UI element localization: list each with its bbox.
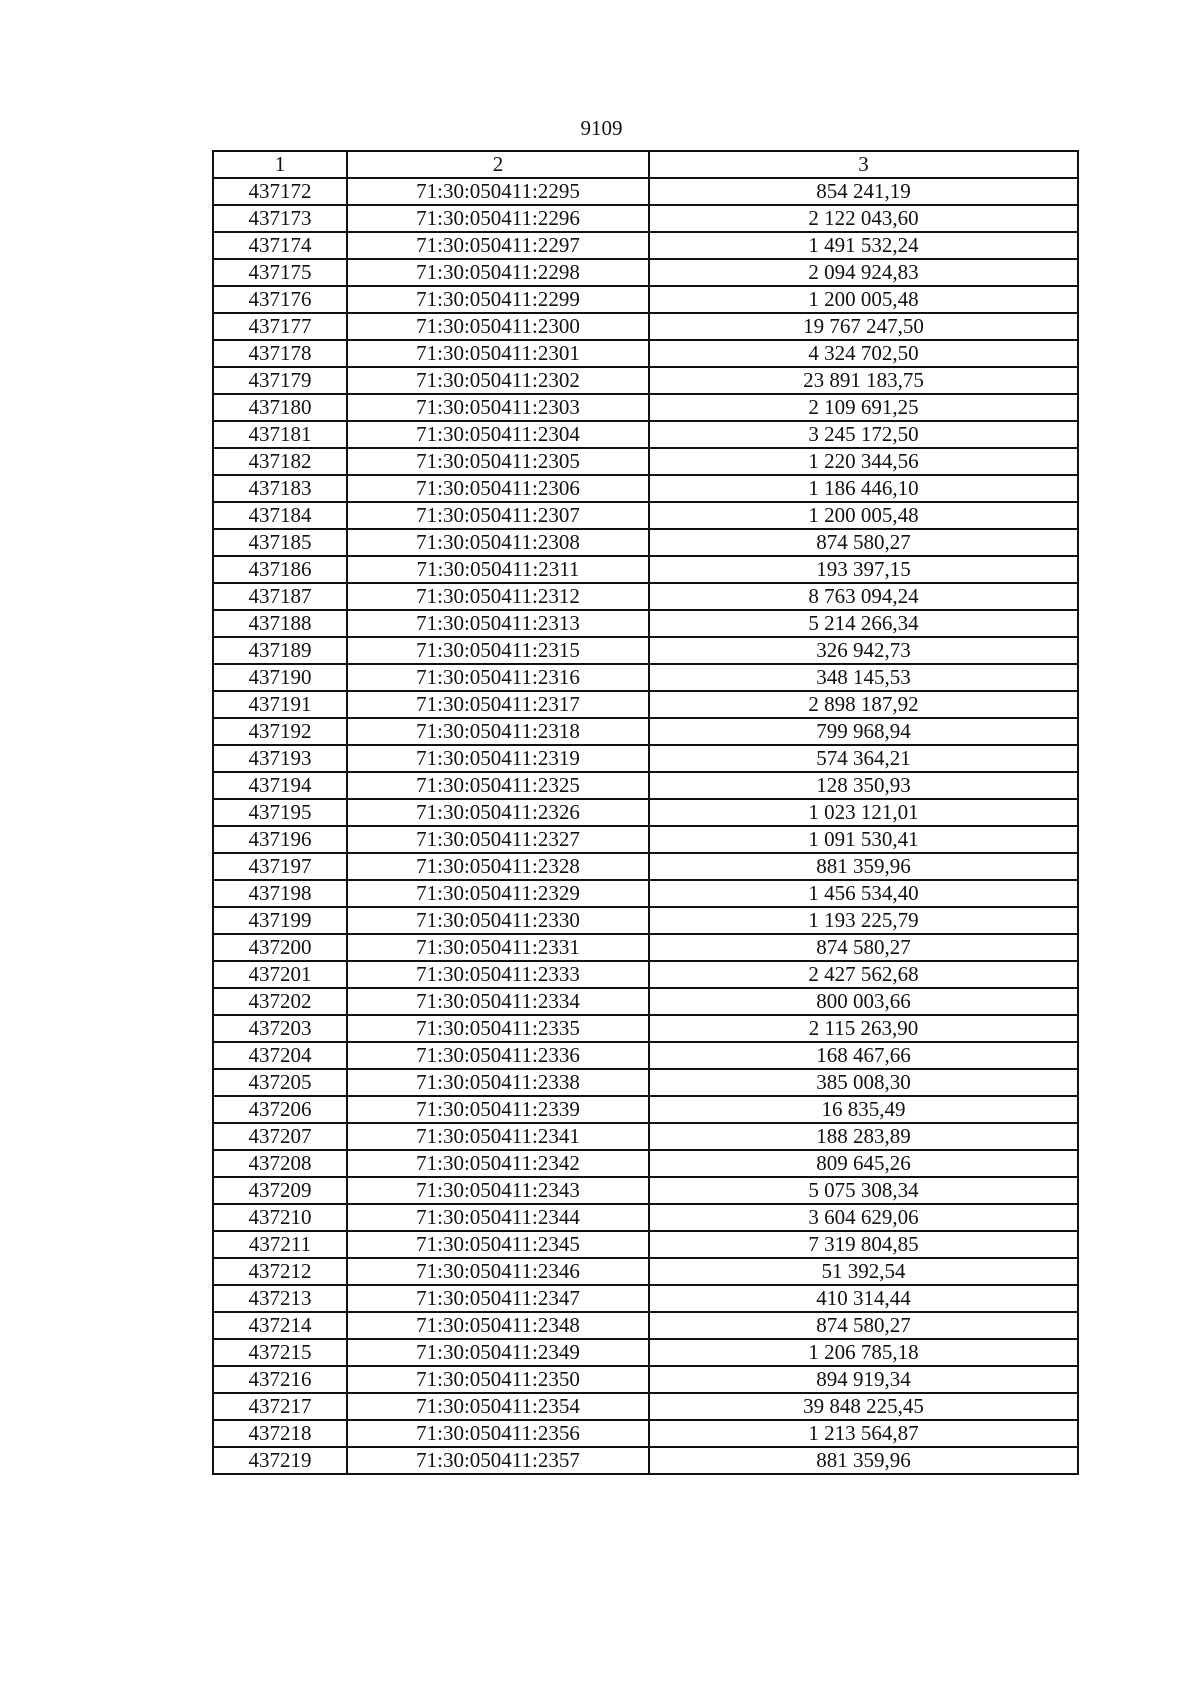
- table-row: [213, 691, 1078, 718]
- table-row: [213, 1420, 1078, 1447]
- table-row: [213, 1042, 1078, 1069]
- row-number-cell: 437193: [213, 745, 347, 772]
- table-row: [213, 1204, 1078, 1231]
- cadastral-value-cell: 881 359,96: [649, 853, 1078, 880]
- table-row: [213, 745, 1078, 772]
- row-number-cell: 437188: [213, 610, 347, 637]
- table-row: [213, 1258, 1078, 1285]
- cadastral-value-cell: 874 580,27: [649, 934, 1078, 961]
- cadastral-value-cell: 1 491 532,24: [649, 232, 1078, 259]
- column-header-1: 1: [213, 151, 347, 178]
- row-number-cell: 437180: [213, 394, 347, 421]
- cadastral-number-cell: 71:30:050411:2302: [347, 367, 649, 394]
- cadastral-value-cell: 2 094 924,83: [649, 259, 1078, 286]
- cadastral-value-cell: 1 220 344,56: [649, 448, 1078, 475]
- cadastral-number-cell: 71:30:050411:2333: [347, 961, 649, 988]
- cadastral-number-cell: 71:30:050411:2346: [347, 1258, 649, 1285]
- row-number-cell: 437199: [213, 907, 347, 934]
- cadastral-number-cell: 71:30:050411:2325: [347, 772, 649, 799]
- page-number: 9109: [580, 116, 623, 140]
- cadastral-number-cell: 71:30:050411:2311: [347, 556, 649, 583]
- cadastral-value-cell: 881 359,96: [649, 1447, 1078, 1474]
- row-number-cell: 437216: [213, 1366, 347, 1393]
- row-number-cell: 437217: [213, 1393, 347, 1420]
- cadastral-value-cell: 410 314,44: [649, 1285, 1078, 1312]
- cadastral-value-cell: 1 091 530,41: [649, 826, 1078, 853]
- table-row: [213, 880, 1078, 907]
- cadastral-value-cell: 348 145,53: [649, 664, 1078, 691]
- table-row: [213, 286, 1078, 313]
- cadastral-value-cell: 23 891 183,75: [649, 367, 1078, 394]
- row-number-cell: 437194: [213, 772, 347, 799]
- table-row: [213, 1123, 1078, 1150]
- row-number-cell: 437181: [213, 421, 347, 448]
- cadastral-number-cell: 71:30:050411:2341: [347, 1123, 649, 1150]
- table-row: [213, 421, 1078, 448]
- row-number-cell: 437182: [213, 448, 347, 475]
- cadastral-number-cell: 71:30:050411:2334: [347, 988, 649, 1015]
- row-number-cell: 437185: [213, 529, 347, 556]
- row-number-cell: 437215: [213, 1339, 347, 1366]
- row-number-cell: 437201: [213, 961, 347, 988]
- row-number-cell: 437210: [213, 1204, 347, 1231]
- cadastral-number-cell: 71:30:050411:2305: [347, 448, 649, 475]
- cadastral-value-cell: 1 193 225,79: [649, 907, 1078, 934]
- row-number-cell: 437212: [213, 1258, 347, 1285]
- cadastral-value-cell: 2 115 263,90: [649, 1015, 1078, 1042]
- cadastral-number-cell: 71:30:050411:2319: [347, 745, 649, 772]
- cadastral-number-cell: 71:30:050411:2301: [347, 340, 649, 367]
- row-number-cell: 437204: [213, 1042, 347, 1069]
- row-number-cell: 437203: [213, 1015, 347, 1042]
- row-number-cell: 437218: [213, 1420, 347, 1447]
- row-number-cell: 437172: [213, 178, 347, 205]
- row-number-cell: 437213: [213, 1285, 347, 1312]
- cadastral-number-cell: 71:30:050411:2308: [347, 529, 649, 556]
- cadastral-number-cell: 71:30:050411:2327: [347, 826, 649, 853]
- table-row: [213, 1312, 1078, 1339]
- cadastral-value-cell: 5 214 266,34: [649, 610, 1078, 637]
- cadastral-value-cell: 574 364,21: [649, 745, 1078, 772]
- cadastral-value-cell: 193 397,15: [649, 556, 1078, 583]
- table-row: [213, 259, 1078, 286]
- cadastral-value-cell: 874 580,27: [649, 529, 1078, 556]
- cadastral-value-cell: 385 008,30: [649, 1069, 1078, 1096]
- cadastral-number-cell: 71:30:050411:2348: [347, 1312, 649, 1339]
- cadastral-number-cell: 71:30:050411:2307: [347, 502, 649, 529]
- cadastral-value-cell: 894 919,34: [649, 1366, 1078, 1393]
- row-number-cell: 437179: [213, 367, 347, 394]
- cadastral-number-cell: 71:30:050411:2318: [347, 718, 649, 745]
- cadastral-number-cell: 71:30:050411:2343: [347, 1177, 649, 1204]
- table-row: [213, 664, 1078, 691]
- table-row: [213, 502, 1078, 529]
- cadastral-number-cell: 71:30:050411:2299: [347, 286, 649, 313]
- cadastral-value-cell: 799 968,94: [649, 718, 1078, 745]
- cadastral-number-cell: 71:30:050411:2357: [347, 1447, 649, 1474]
- cadastral-number-cell: 71:30:050411:2344: [347, 1204, 649, 1231]
- row-number-cell: 437198: [213, 880, 347, 907]
- cadastral-value-cell: 188 283,89: [649, 1123, 1078, 1150]
- row-number-cell: 437176: [213, 286, 347, 313]
- cadastral-value-cell: 2 427 562,68: [649, 961, 1078, 988]
- cadastral-number-cell: 71:30:050411:2312: [347, 583, 649, 610]
- cadastral-value-cell: 1 456 534,40: [649, 880, 1078, 907]
- row-number-cell: 437174: [213, 232, 347, 259]
- cadastral-number-cell: 71:30:050411:2306: [347, 475, 649, 502]
- cadastral-number-cell: 71:30:050411:2315: [347, 637, 649, 664]
- cadastral-number-cell: 71:30:050411:2336: [347, 1042, 649, 1069]
- row-number-cell: 437191: [213, 691, 347, 718]
- table-row: [213, 1015, 1078, 1042]
- cadastral-value-cell: 1 200 005,48: [649, 286, 1078, 313]
- table-row: [213, 718, 1078, 745]
- table-row: [213, 1231, 1078, 1258]
- table-row: [213, 556, 1078, 583]
- cadastral-value-cell: 809 645,26: [649, 1150, 1078, 1177]
- cadastral-number-cell: 71:30:050411:2295: [347, 178, 649, 205]
- cadastral-number-cell: 71:30:050411:2296: [347, 205, 649, 232]
- table-row: [213, 1366, 1078, 1393]
- table-row: [213, 1447, 1078, 1474]
- cadastral-number-cell: 71:30:050411:2335: [347, 1015, 649, 1042]
- table-row: [213, 799, 1078, 826]
- cadastral-number-cell: 71:30:050411:2317: [347, 691, 649, 718]
- table-row: [213, 826, 1078, 853]
- table-row: [213, 529, 1078, 556]
- row-number-cell: 437208: [213, 1150, 347, 1177]
- cadastral-value-cell: 3 245 172,50: [649, 421, 1078, 448]
- row-number-cell: 437186: [213, 556, 347, 583]
- table-row: [213, 853, 1078, 880]
- cadastral-value-cell: 19 767 247,50: [649, 313, 1078, 340]
- cadastral-number-cell: 71:30:050411:2347: [347, 1285, 649, 1312]
- cadastral-number-cell: 71:30:050411:2350: [347, 1366, 649, 1393]
- table-row: [213, 205, 1078, 232]
- row-number-cell: 437207: [213, 1123, 347, 1150]
- cadastral-value-cell: 16 835,49: [649, 1096, 1078, 1123]
- cadastral-value-cell: 1 206 785,18: [649, 1339, 1078, 1366]
- table-row: [213, 232, 1078, 259]
- table-row: [213, 1285, 1078, 1312]
- table-row: [213, 907, 1078, 934]
- cadastral-value-cell: 854 241,19: [649, 178, 1078, 205]
- cadastral-number-cell: 71:30:050411:2356: [347, 1420, 649, 1447]
- cadastral-number-cell: 71:30:050411:2342: [347, 1150, 649, 1177]
- row-number-cell: 437214: [213, 1312, 347, 1339]
- row-number-cell: 437178: [213, 340, 347, 367]
- table-body: [213, 178, 1078, 1474]
- table-row: [213, 313, 1078, 340]
- row-number-cell: 437219: [213, 1447, 347, 1474]
- cadastral-value-cell: 1 023 121,01: [649, 799, 1078, 826]
- cadastral-value-cell: 4 324 702,50: [649, 340, 1078, 367]
- table-row: [213, 1069, 1078, 1096]
- row-number-cell: 437190: [213, 664, 347, 691]
- table-row: [213, 1393, 1078, 1420]
- cadastral-number-cell: 71:30:050411:2354: [347, 1393, 649, 1420]
- cadastral-number-cell: 71:30:050411:2316: [347, 664, 649, 691]
- table-row: [213, 475, 1078, 502]
- cadastral-value-cell: 128 350,93: [649, 772, 1078, 799]
- row-number-cell: 437192: [213, 718, 347, 745]
- row-number-cell: 437200: [213, 934, 347, 961]
- row-number-cell: 437205: [213, 1069, 347, 1096]
- cadastral-number-cell: 71:30:050411:2339: [347, 1096, 649, 1123]
- table-row: [213, 988, 1078, 1015]
- cadastral-number-cell: 71:30:050411:2331: [347, 934, 649, 961]
- cadastral-number-cell: 71:30:050411:2329: [347, 880, 649, 907]
- cadastral-value-cell: 5 075 308,34: [649, 1177, 1078, 1204]
- row-number-cell: 437173: [213, 205, 347, 232]
- table-row: [213, 637, 1078, 664]
- cadastral-number-cell: 71:30:050411:2298: [347, 259, 649, 286]
- column-header-3: 3: [649, 151, 1078, 178]
- cadastral-number-cell: 71:30:050411:2303: [347, 394, 649, 421]
- cadastral-number-cell: 71:30:050411:2338: [347, 1069, 649, 1096]
- cadastral-value-cell: 39 848 225,45: [649, 1393, 1078, 1420]
- table-row: [213, 961, 1078, 988]
- table-row: [213, 448, 1078, 475]
- cadastral-value-cell: 874 580,27: [649, 1312, 1078, 1339]
- table-row: [213, 772, 1078, 799]
- table-row: [213, 340, 1078, 367]
- table-row: [213, 178, 1078, 205]
- table-row: [213, 1150, 1078, 1177]
- row-number-cell: 437184: [213, 502, 347, 529]
- row-number-cell: 437189: [213, 637, 347, 664]
- cadastral-value-cell: 7 319 804,85: [649, 1231, 1078, 1258]
- row-number-cell: 437196: [213, 826, 347, 853]
- row-number-cell: 437197: [213, 853, 347, 880]
- cadastral-value-cell: 8 763 094,24: [649, 583, 1078, 610]
- cadastral-value-cell: 2 122 043,60: [649, 205, 1078, 232]
- cadastral-value-cell: 1 200 005,48: [649, 502, 1078, 529]
- cadastral-value-cell: 2 898 187,92: [649, 691, 1078, 718]
- cadastral-value-cell: 800 003,66: [649, 988, 1078, 1015]
- cadastral-value-cell: 3 604 629,06: [649, 1204, 1078, 1231]
- cadastral-number-cell: 71:30:050411:2349: [347, 1339, 649, 1366]
- cadastral-value-cell: 326 942,73: [649, 637, 1078, 664]
- row-number-cell: 437187: [213, 583, 347, 610]
- cadastral-number-cell: 71:30:050411:2330: [347, 907, 649, 934]
- cadastral-number-cell: 71:30:050411:2300: [347, 313, 649, 340]
- table-header-row: [213, 151, 1078, 178]
- table-row: [213, 394, 1078, 421]
- row-number-cell: 437206: [213, 1096, 347, 1123]
- cadastral-value-table: [212, 150, 1079, 1475]
- cadastral-value-cell: 51 392,54: [649, 1258, 1078, 1285]
- row-number-cell: 437183: [213, 475, 347, 502]
- table-row: [213, 1096, 1078, 1123]
- cadastral-number-cell: 71:30:050411:2313: [347, 610, 649, 637]
- row-number-cell: 437175: [213, 259, 347, 286]
- cadastral-number-cell: 71:30:050411:2304: [347, 421, 649, 448]
- cadastral-number-cell: 71:30:050411:2326: [347, 799, 649, 826]
- cadastral-value-cell: 168 467,66: [649, 1042, 1078, 1069]
- cadastral-number-cell: 71:30:050411:2345: [347, 1231, 649, 1258]
- row-number-cell: 437211: [213, 1231, 347, 1258]
- table-row: [213, 1339, 1078, 1366]
- cadastral-number-cell: 71:30:050411:2297: [347, 232, 649, 259]
- table-row: [213, 1177, 1078, 1204]
- table-row: [213, 367, 1078, 394]
- row-number-cell: 437202: [213, 988, 347, 1015]
- row-number-cell: 437195: [213, 799, 347, 826]
- table-row: [213, 583, 1078, 610]
- cadastral-value-cell: 2 109 691,25: [649, 394, 1078, 421]
- row-number-cell: 437209: [213, 1177, 347, 1204]
- table-row: [213, 934, 1078, 961]
- column-header-2: 2: [347, 151, 649, 178]
- table-row: [213, 610, 1078, 637]
- cadastral-value-cell: 1 186 446,10: [649, 475, 1078, 502]
- row-number-cell: 437177: [213, 313, 347, 340]
- cadastral-value-cell: 1 213 564,87: [649, 1420, 1078, 1447]
- cadastral-number-cell: 71:30:050411:2328: [347, 853, 649, 880]
